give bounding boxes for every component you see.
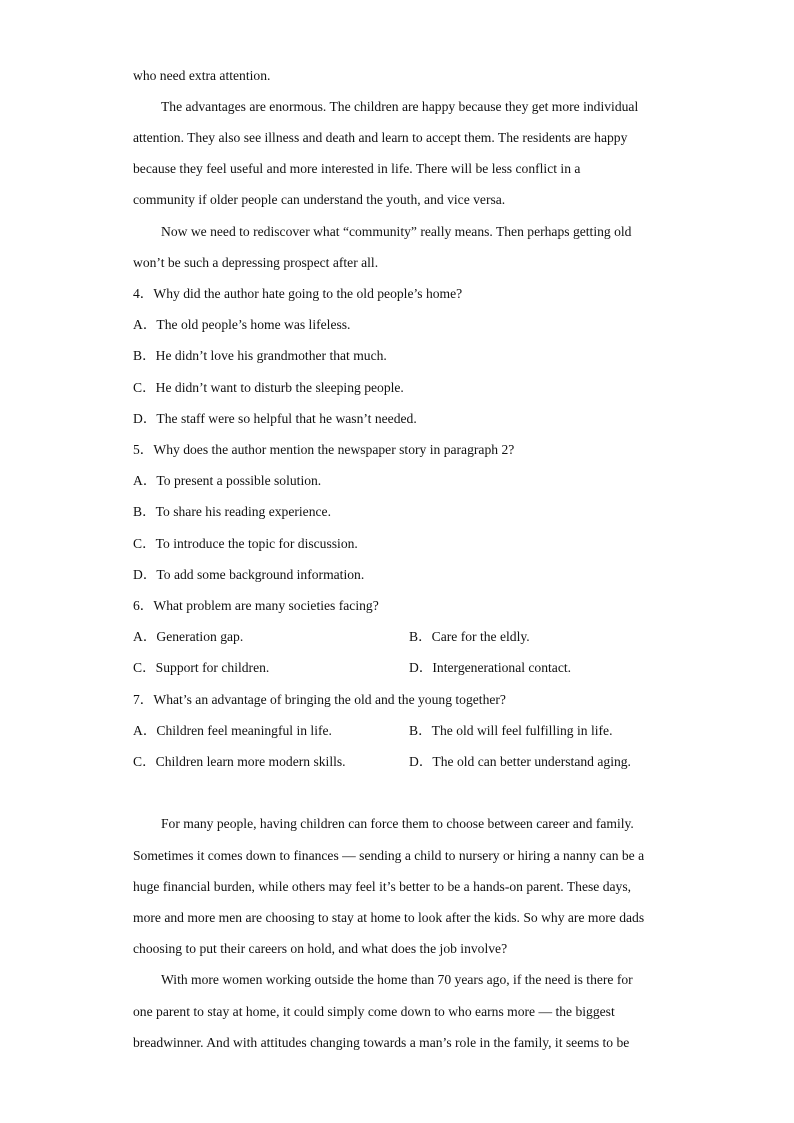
question-stem: 4．Why did the author hate going to the old people’s home? — [133, 286, 463, 301]
paragraph-line: For many people, having children can force them to choose between career and family. — [161, 816, 634, 831]
option-b: B．He didn’t love his grandmother that much. — [133, 348, 387, 363]
paragraph-line: The advantages are enormous. The children are happy because they get more individual — [161, 99, 639, 114]
option-c: C．He didn’t want to disturb the sleeping people. — [133, 380, 404, 395]
option-a: A．To present a possible solution. — [133, 473, 322, 488]
question-stem: 7．What’s an advantage of bringing the old and the young together? — [133, 692, 506, 707]
option-d: D．Intergenerational contact. — [409, 660, 572, 675]
option-c: C．To introduce the topic for discussion. — [133, 536, 358, 551]
paragraph-line: Now we need to rediscover what “community” really means. Then perhaps getting old — [161, 224, 632, 239]
passage-line: who need extra attention. — [133, 68, 271, 83]
option-c: C．Children learn more modern skills. — [133, 754, 346, 769]
paragraph-line: choosing to put their careers on hold, and what does the job involve? — [133, 941, 508, 956]
paragraph-line: breadwinner. And with attitudes changing towards a man’s role in the family, it seems to be — [133, 1035, 630, 1050]
option-c: C．Support for children. — [133, 660, 270, 675]
paragraph-line: because they feel useful and more interested in life. There will be less conflict in a — [133, 161, 581, 176]
paragraph-line: attention. They also see illness and death and learn to accept them. The residents are happy — [133, 130, 628, 145]
paragraph-line: one parent to stay at home, it could simply come down to who earns more — the biggest — [133, 1004, 615, 1019]
option-b: B．The old will feel fulfilling in life. — [409, 723, 613, 738]
option-d: D．To add some background information. — [133, 567, 365, 582]
question-stem: 6．What problem are many societies facing? — [133, 598, 379, 613]
paragraph-line: With more women working outside the home than 70 years ago, if the need is there for — [161, 972, 633, 987]
option-a: A．Generation gap. — [133, 629, 244, 644]
option-a: A．The old people’s home was lifeless. — [133, 317, 351, 332]
option-b: B．Care for the eldly. — [409, 629, 530, 644]
question-stem: 5．Why does the author mention the newspaper story in paragraph 2? — [133, 442, 515, 457]
paragraph-line: huge financial burden, while others may feel it’s better to be a hands-on parent. These days, — [133, 879, 632, 894]
option-a: A．Children feel meaningful in life. — [133, 723, 332, 738]
option-b: B．To share his reading experience. — [133, 504, 331, 519]
option-d: D．The old can better understand aging. — [409, 754, 631, 769]
paragraph-line: won’t be such a depressing prospect after all. — [133, 255, 379, 270]
paragraph-line: more and more men are choosing to stay at home to look after the kids. So why are more dads — [133, 910, 645, 925]
paragraph-line: Sometimes it comes down to finances — sending a child to nursery or hiring a nanny can be a — [133, 848, 645, 863]
paragraph-line: community if older people can understand the youth, and vice versa. — [133, 192, 506, 207]
option-d: D．The staff were so helpful that he wasn’t needed. — [133, 411, 417, 426]
